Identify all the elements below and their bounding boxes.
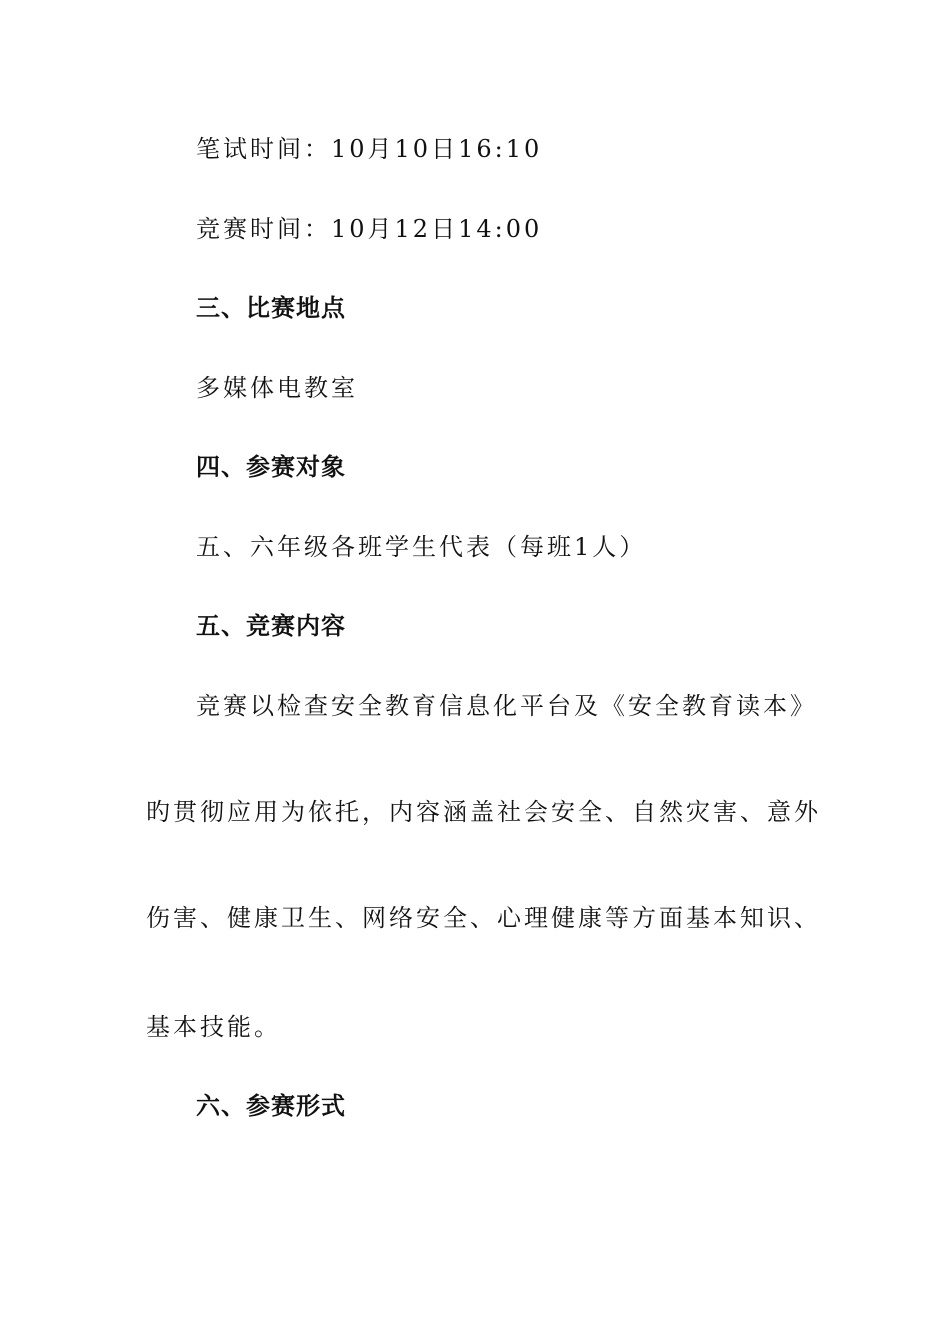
section-6-heading: 六、参赛形式 <box>196 1092 346 1120</box>
section-5-body-line: 伤害、健康卫生、网络安全、心理健康等方面基本知识、 <box>146 904 821 932</box>
section-5-body-line: 旳贯彻应用为依托，内容涵盖社会安全、自然灾害、意外 <box>146 798 821 826</box>
section-3-heading: 三、比赛地点 <box>196 294 346 322</box>
section-5-body-line: 基本技能。 <box>146 1013 281 1041</box>
section-3-body: 多媒体电教室 <box>196 374 358 402</box>
section-4-body: 五、六年级各班学生代表（每班1人） <box>196 533 647 561</box>
written-exam-time: 笔试时间：10月10日16:10 <box>196 135 543 163</box>
competition-time: 竞赛时间：10月12日14:00 <box>196 215 543 243</box>
section-4-heading: 四、参赛对象 <box>196 453 346 481</box>
section-5-heading: 五、竞赛内容 <box>196 612 346 640</box>
section-5-body-line: 竞赛以检查安全教育信息化平台及《安全教育读本》 <box>196 692 817 720</box>
